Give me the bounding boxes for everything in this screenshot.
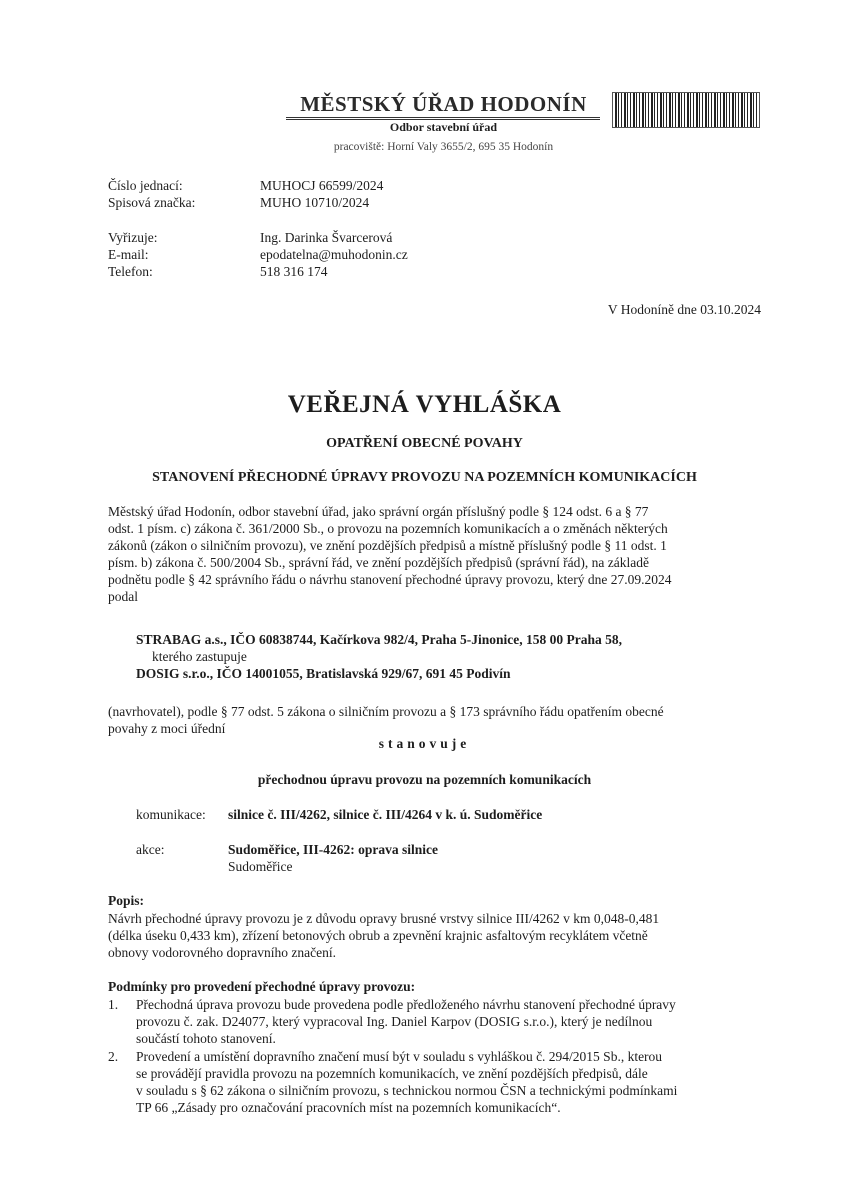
department-name: Odbor stavební úřad (389, 120, 498, 134)
email-label: E-mail: (108, 247, 149, 262)
condition-line: Provedení a umístění dopravního značení musí být v souladu s vyhláškou č. 294/2015 Sb., kterou (136, 1049, 663, 1064)
intro-line: Městský úřad Hodonín, odbor stavební úřad, jako správní orgán příslušný podle § 124 odst. 6 a § 77 (108, 504, 649, 519)
action-label: akce: (136, 842, 165, 857)
condition-line: provozu č. zak. D24077, který vypracoval Ing. Daniel Karpov (DOSIG s.r.o.), který je nedílnou (136, 1014, 653, 1029)
barcode-frame (612, 92, 760, 128)
road-value: silnice č. III/4262, silnice č. III/4264 v k. ú. Sudoměřice (228, 807, 543, 822)
description-paragraph (108, 910, 760, 961)
phone-value: 518 316 174 (260, 264, 328, 279)
phone-label: Telefon: (108, 264, 153, 279)
decision-subject: přechodnou úpravu provozu na pozemních komunikacích (257, 772, 592, 787)
file-mark-label: Spisová značka: (108, 195, 196, 210)
reference-number-value: MUHOCJ 66599/2024 (260, 178, 384, 193)
file-mark-value: MUHO 10710/2024 (260, 195, 370, 210)
office-name: MĚSTSKÝ ÚŘAD HODONÍN (300, 92, 587, 116)
header-rule-top (286, 117, 600, 118)
description-line: Návrh přechodné úpravy provozu je z důvodu opravy brusné vrstvy silnice III/4262 v km 0,048-0,481 (108, 911, 660, 926)
handled-by-label: Vyřizuje: (108, 230, 158, 245)
decision-verb: stanovuje (378, 736, 471, 751)
description-line: obnovy vodorovného dopravního značení. (108, 945, 336, 960)
document-heading: STANOVENÍ PŘECHODNÉ ÚPRAVY PROVOZU NA POZEMNÍCH KOMUNIKACÍCH (152, 470, 697, 485)
proposer-paragraph (108, 703, 760, 737)
intro-paragraph (108, 503, 760, 605)
document-subtitle: OPATŘENÍ OBECNÉ POVAHY (326, 436, 523, 451)
reference-number-label: Číslo jednací: (108, 178, 183, 193)
description-line: (délka úseku 0,433 km), zřízení betonových obrub a zpevnění krajnic asfaltovým recyklátem včetně (108, 928, 648, 943)
intro-line: podal (108, 589, 138, 604)
road-label: komunikace: (136, 807, 206, 822)
office-address: pracoviště: Horní Valy 3655/2, 695 35 Hodonín (333, 141, 554, 153)
applicant-line: STRABAG a.s., IČO 60838744, Kačírkova 982/4, Praha 5-Jinonice, 158 00 Praha 58, (136, 632, 623, 647)
intro-line: odst. 1 písm. c) zákona č. 361/2000 Sb., o provozu na pozemních komunikacích a o změnách některých (108, 521, 668, 536)
condition-line: se provádějí pravidla provozu na pozemních komunikacích, ve znění pozdějších předpisů, dále (136, 1066, 648, 1081)
conditions-heading: Podmínky pro provedení přechodné úpravy provozu: (108, 979, 416, 994)
proposer-line: povahy z moci úřední (108, 721, 226, 736)
action-place: Sudoměřice (228, 859, 293, 874)
document-title: VEŘEJNÁ VYHLÁŠKA (287, 391, 562, 418)
condition-item (136, 996, 760, 1047)
handled-by-value: Ing. Darinka Švarcerová (260, 230, 393, 245)
description-heading: Popis: (108, 893, 145, 908)
condition-number: 1. (108, 997, 119, 1012)
condition-line: TP 66 „Zásady pro označování pracovních míst na pozemních komunikacích“. (136, 1100, 561, 1115)
representative-line: DOSIG s.r.o., IČO 14001055, Bratislavská 929/67, 691 45 Podivín (136, 666, 511, 681)
condition-line: Přechodná úprava provozu bude provedena podle předloženého návrhu stanovení přechodné úpravy (136, 997, 676, 1012)
action-value: Sudoměřice, III-4262: oprava silnice (228, 842, 438, 857)
intro-line: zákonů (zákon o silničním provozu), ve znění pozdějších předpisů a místně příslušný podle § 11 odst. 1 (108, 538, 667, 553)
condition-line: součástí tohoto stanovení. (136, 1031, 276, 1046)
date-line: V Hodoníně dne 03.10.2024 (607, 302, 761, 317)
intro-line: podnětu podle § 42 správního řádu o návrhu stanovení přechodné úpravy provozu, který dne 27.09.2024 (108, 572, 672, 587)
condition-line: v souladu s § 62 zákona o silničním provozu, s technickou normou ČSN a technickými podmínkami (136, 1083, 678, 1098)
condition-item (136, 1048, 760, 1116)
proposer-line: (navrhovatel), podle § 77 odst. 5 zákona o silničním provozu a § 173 správního řádu opatřením obecné (108, 704, 664, 719)
intro-line: písm. b) zákona č. 500/2004 Sb., správní řád, ve znění pozdějších předpisů (správní řád), na základě (108, 555, 649, 570)
condition-number: 2. (108, 1049, 119, 1064)
applicant-represented-by: kterého zastupuje (152, 649, 247, 664)
email-value[interactable]: epodatelna@muhodonin.cz (260, 247, 408, 262)
